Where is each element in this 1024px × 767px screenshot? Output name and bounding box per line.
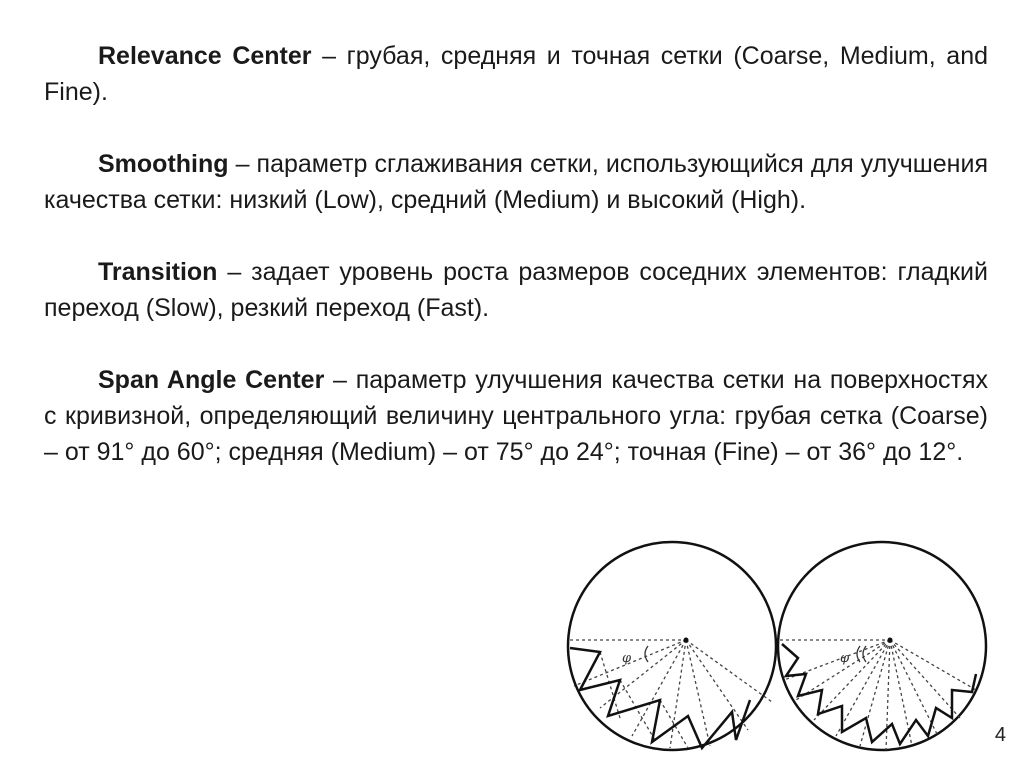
paragraph-span-angle-center: [44, 362, 988, 470]
paragraph-transition: [44, 254, 988, 326]
term-smoothing: Smoothing: [98, 150, 229, 178]
paragraph-relevance-center: [44, 38, 988, 110]
term-relevance-center: Relevance Center: [98, 42, 312, 70]
angle-symbol-right: φ: [840, 651, 850, 666]
span-angle-figure: [560, 540, 1000, 762]
fine-mesh-circle: [778, 542, 986, 750]
page-number: 4: [994, 724, 1006, 746]
angle-symbol-left: φ: [622, 651, 632, 666]
coarse-mesh-circle: [568, 542, 776, 750]
term-transition: Transition: [98, 258, 218, 286]
desc-span-angle-center: – параметр улучшения качества сетки на поверхностях с кривизной, определяющий величину центрального угла: грубая сетка (Coarse) – от 91° до 60°; средняя (Medium) – от 75° до 24°; точная (Fine) – от 36° до 12°.: [44, 366, 989, 466]
desc-smoothing: – параметр сглаживания сетки, использующийся для улучшения качества сетки: низкий (Low), средний (Medium) и высокий (High).: [44, 150, 988, 214]
paragraph-smoothing: [44, 146, 988, 218]
slide-content: [44, 38, 988, 506]
desc-transition: – задает уровень роста размеров соседних элементов: гладкий переход (Slow), резкий переход (Fast).: [44, 258, 988, 322]
desc-relevance-center: – грубая, средняя и точная сетки (Coarse, Medium, and Fine).: [44, 42, 989, 106]
term-span-angle-center: Span Angle Center: [98, 366, 325, 394]
